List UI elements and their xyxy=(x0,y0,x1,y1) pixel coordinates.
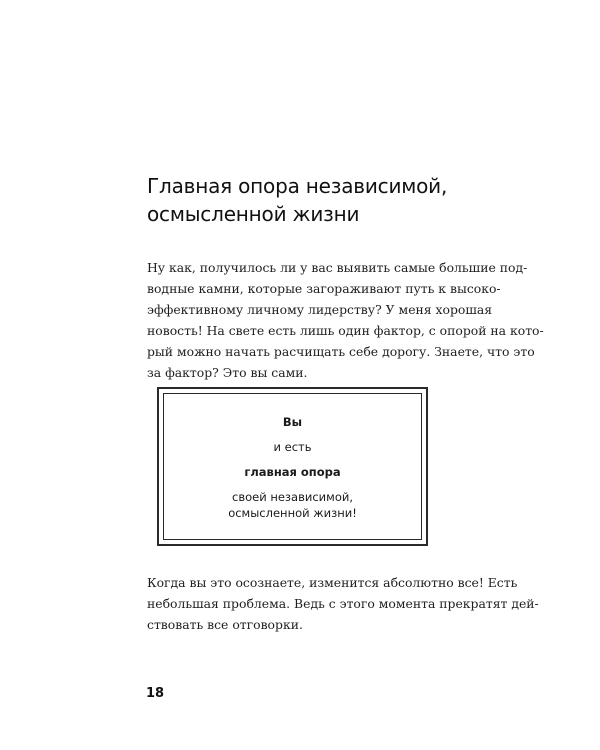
callout-line-meaningful-life: осмысленной жизни! xyxy=(228,506,357,520)
paragraph-line: эффективному личному лидерству? У меня хорошая xyxy=(147,302,493,317)
closing-paragraph xyxy=(147,572,539,635)
paragraph-line: Когда вы это осознаете, изменится абсолютно все! Есть xyxy=(147,575,518,590)
callout-line-own-independent: своей независимой, xyxy=(232,490,353,504)
intro-paragraph xyxy=(147,257,544,383)
heading-line: Главная опора независимой, xyxy=(147,174,448,198)
page-number: 18 xyxy=(146,686,165,701)
callout-line-are: и есть xyxy=(273,440,312,454)
callout-inner-frame xyxy=(163,393,422,540)
paragraph-line: Ну как, получилось ли у вас выявить самые большие под- xyxy=(147,260,528,275)
paragraph-line: новость! На свете есть лишь один фактор, с опорой на кото- xyxy=(147,323,544,338)
paragraph-line: небольшая проблема. Ведь с этого момента прекратят дей- xyxy=(147,596,539,611)
heading-line: осмысленной жизни xyxy=(147,202,360,226)
chapter-heading xyxy=(147,172,467,228)
paragraph-line: за фактор? Это вы сами. xyxy=(147,365,308,380)
paragraph-line: ствовать все отговорки. xyxy=(147,617,303,632)
callout-box xyxy=(157,387,428,546)
callout-line-main-support: главная опора xyxy=(244,465,341,479)
callout-line-you: Вы xyxy=(282,415,303,429)
paragraph-line: рый можно начать расчищать себе дорогу. Знаете, что это xyxy=(147,344,535,359)
paragraph-line: водные камни, которые загораживают путь к высоко- xyxy=(147,281,501,296)
